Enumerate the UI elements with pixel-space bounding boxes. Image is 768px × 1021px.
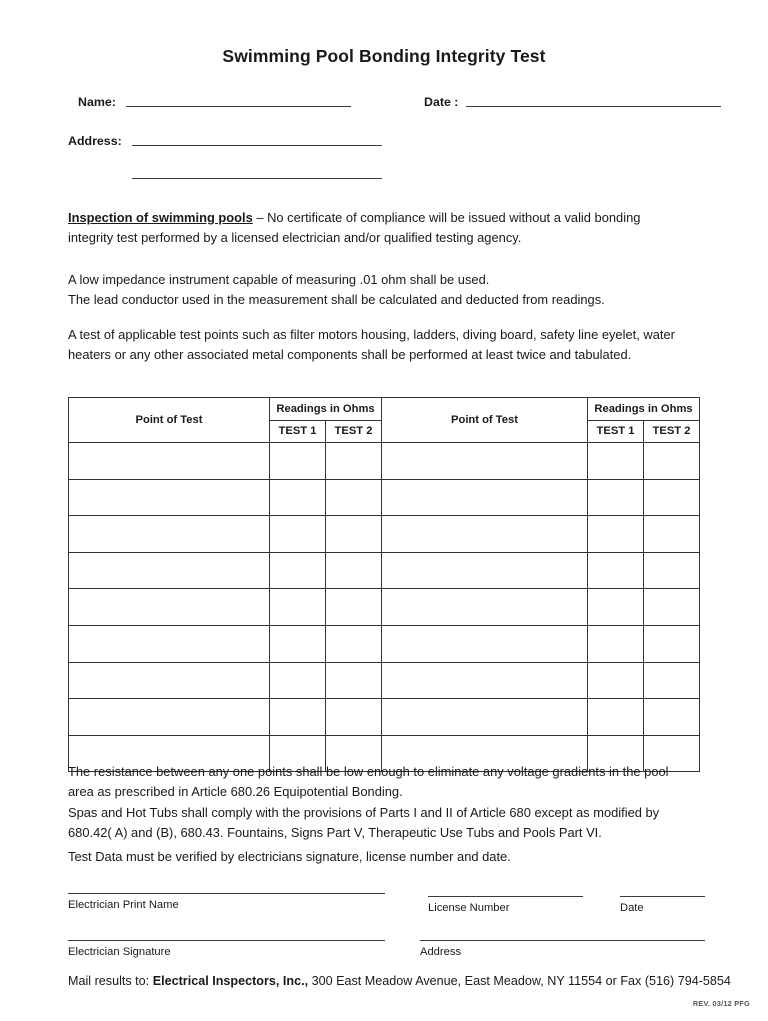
cell-test2-right[interactable] xyxy=(644,516,700,553)
address-field-row xyxy=(68,134,382,148)
cell-test1-right[interactable] xyxy=(588,625,644,662)
address-field-row-2 xyxy=(132,178,382,181)
cell-point-of-test-left[interactable] xyxy=(69,625,270,662)
table-header xyxy=(69,398,700,443)
cell-test1-right[interactable] xyxy=(588,479,644,516)
cell-test1-right[interactable] xyxy=(588,699,644,736)
cell-point-of-test-left[interactable] xyxy=(69,443,270,480)
cell-test1-left[interactable] xyxy=(270,479,326,516)
cell-test2-left[interactable] xyxy=(326,516,382,553)
cell-test2-left[interactable] xyxy=(326,479,382,516)
address-label: Address: xyxy=(68,134,122,148)
inspection-body-text: – No certificate of compliance will be issued without a valid bonding integrity test performed by a licensed electrician and/or qualified testing agency. xyxy=(68,210,641,246)
license-number-field xyxy=(428,896,583,914)
cell-test1-left[interactable] xyxy=(270,443,326,480)
cell-test1-left[interactable] xyxy=(270,589,326,626)
cell-point-of-test-right[interactable] xyxy=(382,699,588,736)
electrician-signature-field xyxy=(68,940,385,958)
header-readings-right: Readings in Ohms xyxy=(588,398,700,421)
cell-point-of-test-left[interactable] xyxy=(69,516,270,553)
electrician-address-caption: Address xyxy=(420,946,462,958)
revision-note: REV. 03/12 PFG xyxy=(692,999,750,1008)
cell-test1-right[interactable] xyxy=(588,662,644,699)
header-test2-left: TEST 2 xyxy=(326,420,382,443)
instrument-paragraph xyxy=(68,270,686,311)
table-row xyxy=(69,662,700,699)
address-input[interactable] xyxy=(132,145,382,146)
signature-date-caption: Date xyxy=(620,902,644,914)
cell-test2-left[interactable] xyxy=(326,589,382,626)
cell-point-of-test-right[interactable] xyxy=(382,589,588,626)
name-label: Name: xyxy=(78,95,116,109)
signature-date-input[interactable] xyxy=(620,896,705,897)
name-field-row xyxy=(78,95,351,109)
cell-test1-left[interactable] xyxy=(270,625,326,662)
cell-test2-left[interactable] xyxy=(326,443,382,480)
inspection-paragraph xyxy=(68,208,686,249)
cell-test1-right[interactable] xyxy=(588,589,644,626)
resistance-line-2: Spas and Hot Tubs shall comply with the provisions of Parts I and II of Article 680 except as modified by 680.42( A) and (B), 680.43. Fountains, Signs Part V, Therapeutic Use Tubs and Pools Part VI. xyxy=(68,804,660,840)
electrician-print-name-input[interactable] xyxy=(68,893,385,894)
mail-address-text: 300 East Meadow Avenue, East Meadow, NY 11554 or Fax (516) 794-5854 xyxy=(308,974,731,988)
table-row xyxy=(69,625,700,662)
table-body xyxy=(69,443,700,772)
cell-test2-left[interactable] xyxy=(326,699,382,736)
cell-test1-right[interactable] xyxy=(588,516,644,553)
header-readings-left: Readings in Ohms xyxy=(270,398,382,421)
cell-test1-right[interactable] xyxy=(588,552,644,589)
cell-point-of-test-right[interactable] xyxy=(382,662,588,699)
header-test1-left: TEST 1 xyxy=(270,420,326,443)
date-label: Date : xyxy=(424,95,459,109)
cell-test2-right[interactable] xyxy=(644,589,700,626)
cell-test1-left[interactable] xyxy=(270,662,326,699)
cell-point-of-test-left[interactable] xyxy=(69,662,270,699)
cell-point-of-test-right[interactable] xyxy=(382,625,588,662)
electrician-address-field xyxy=(420,940,705,958)
cell-test2-right[interactable] xyxy=(644,443,700,480)
resistance-paragraph xyxy=(68,762,686,843)
cell-test2-left[interactable] xyxy=(326,625,382,662)
address-input-2[interactable] xyxy=(132,178,382,179)
cell-test2-right[interactable] xyxy=(644,625,700,662)
test-points-paragraph: A test of applicable test points such as filter motors housing, ladders, diving board, safety line eyelet, water heaters or any other associated metal components shall be performed at least twice and tabulated. xyxy=(68,327,675,363)
table-row xyxy=(69,699,700,736)
name-input[interactable] xyxy=(126,106,351,107)
electrician-address-input[interactable] xyxy=(420,940,705,941)
cell-point-of-test-left[interactable] xyxy=(69,552,270,589)
resistance-line-1: The resistance between any one points shall be low enough to eliminate any voltage gradients in the pool area as prescribed in Article 680.26 Equipotential Bonding. xyxy=(68,764,669,800)
table-row xyxy=(69,552,700,589)
electrician-print-name-field xyxy=(68,893,385,911)
electrician-signature-input[interactable] xyxy=(68,940,385,941)
instrument-line-1: A low impedance instrument capable of measuring .01 ohm shall be used. xyxy=(68,272,490,287)
page-title: Swimming Pool Bonding Integrity Test xyxy=(222,46,546,66)
date-field-row xyxy=(424,95,721,109)
inspection-lead-text: Inspection of swimming pools xyxy=(68,210,253,225)
license-number-caption: License Number xyxy=(428,902,510,914)
header-point-of-test-left: Point of Test xyxy=(69,398,270,443)
cell-test1-left[interactable] xyxy=(270,516,326,553)
cell-test1-right[interactable] xyxy=(588,443,644,480)
table-row xyxy=(69,516,700,553)
cell-point-of-test-right[interactable] xyxy=(382,443,588,480)
mail-prefix-text: Mail results to: xyxy=(68,974,153,988)
cell-point-of-test-right[interactable] xyxy=(382,479,588,516)
cell-point-of-test-right[interactable] xyxy=(382,516,588,553)
cell-point-of-test-left[interactable] xyxy=(69,699,270,736)
table-row xyxy=(69,479,700,516)
cell-test2-left[interactable] xyxy=(326,552,382,589)
header-test2-right: TEST 2 xyxy=(644,420,700,443)
test-results-table xyxy=(68,397,700,772)
electrician-signature-caption: Electrician Signature xyxy=(68,946,171,958)
cell-test2-right[interactable] xyxy=(644,479,700,516)
cell-test2-right[interactable] xyxy=(644,662,700,699)
table-row xyxy=(69,589,700,626)
cell-test2-left[interactable] xyxy=(326,662,382,699)
header-point-of-test-right: Point of Test xyxy=(382,398,588,443)
cell-point-of-test-right[interactable] xyxy=(382,552,588,589)
cell-point-of-test-left[interactable] xyxy=(69,589,270,626)
electrician-print-name-caption: Electrician Print Name xyxy=(68,899,179,911)
instrument-line-2: The lead conductor used in the measurement shall be calculated and deducted from readings. xyxy=(68,292,605,308)
license-number-input[interactable] xyxy=(428,896,583,897)
cell-test2-right[interactable] xyxy=(644,552,700,589)
cell-point-of-test-left[interactable] xyxy=(69,479,270,516)
company-name-text: Electrical Inspectors, Inc., xyxy=(152,974,309,988)
signature-date-field xyxy=(620,896,705,914)
test-data-verification-text: Test Data must be verified by electricians signature, license number and date. xyxy=(68,849,511,864)
cell-test1-left[interactable] xyxy=(270,699,326,736)
date-input[interactable] xyxy=(466,106,721,107)
header-test1-right: TEST 1 xyxy=(588,420,644,443)
table-header-row-1 xyxy=(69,398,700,421)
table-row xyxy=(69,443,700,480)
cell-test2-right[interactable] xyxy=(644,699,700,736)
cell-test1-left[interactable] xyxy=(270,552,326,589)
mail-results-line xyxy=(68,974,731,988)
